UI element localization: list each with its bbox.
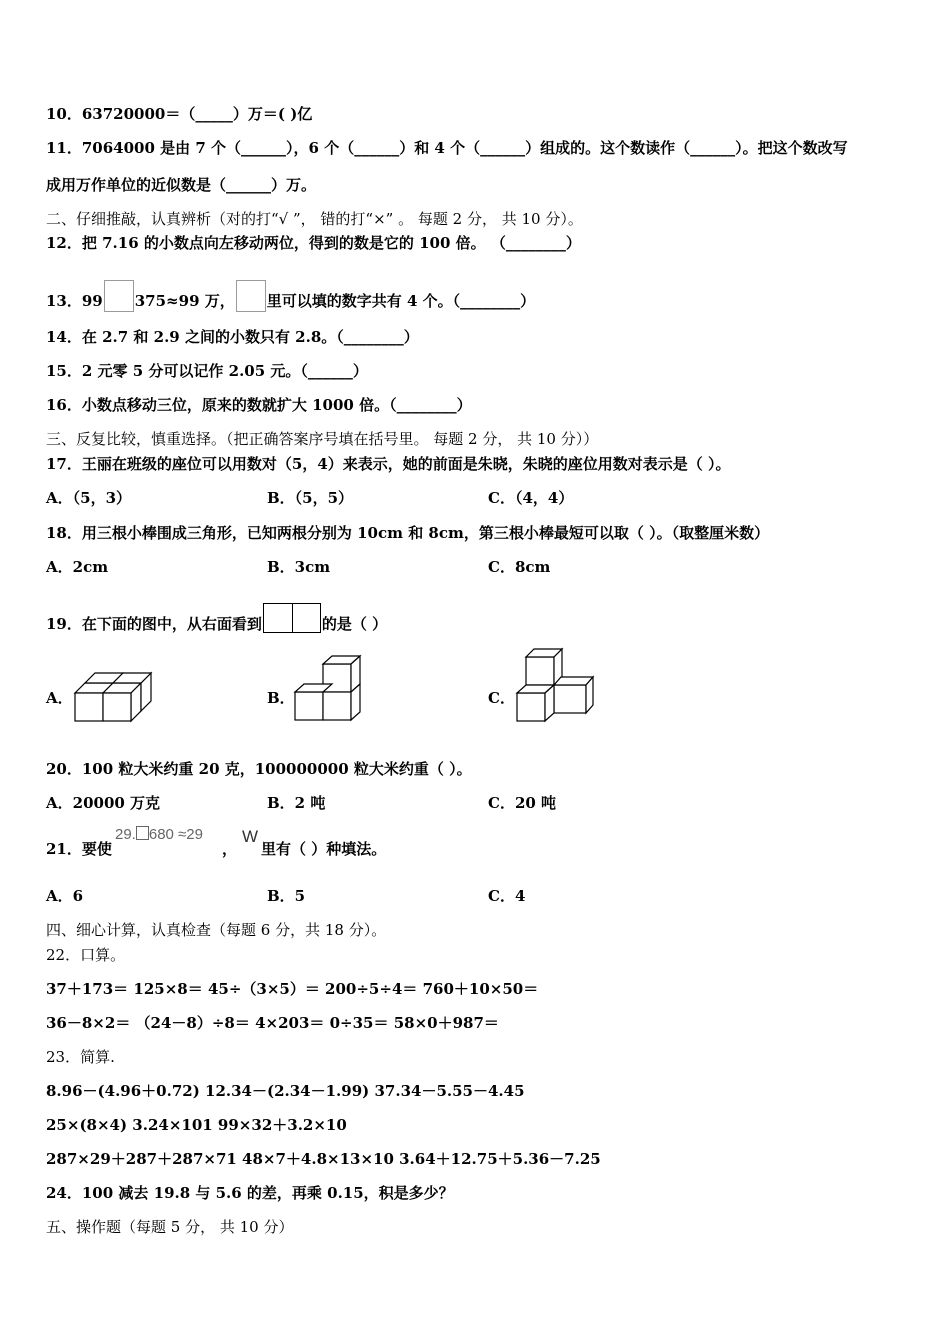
q13-part-a: 13．99 (46, 292, 103, 310)
q21-expression (115, 826, 203, 843)
q20-option-c: C．20 吨 (488, 794, 557, 812)
q20-option-a: A．20000 万克 (46, 794, 161, 812)
q21-w-mark: W (242, 827, 259, 846)
two-square-view-figure (263, 603, 321, 633)
cube-figure-a (72, 670, 154, 726)
q21-expr-left: 29. (115, 826, 136, 843)
q13-part-b: 375≈99 万， (134, 292, 235, 310)
question-20: 20．100 粒大米约重 20 克，100000000 粒大米约重（ ）。 (46, 760, 472, 778)
q17-option-a: A．（5，3） (46, 489, 132, 507)
q23-row-2: 25×(8×4) 3.24×101 99×32＋3.2×10 (46, 1116, 347, 1134)
section-2-heading: 二、仔细推敲，认真辨析（对的打“√ ”， 错的打“×” 。 每题 2 分， 共 10 分）。 (46, 210, 583, 228)
question-15: 15．2 元零 5 分可以记作 2.05 元。（______） (46, 362, 368, 380)
question-17: 17．王丽在班级的座位可以用数对（5，4）来表示，她的前面是朱晓，朱晓的座位用数对表示是（ ）。 (46, 455, 731, 473)
q13-part-c: 里可以填的数字共有 4 个。（________） (266, 292, 536, 310)
q19-part-a: 19．在下面的图中，从右面看到 (46, 615, 262, 633)
q19-option-a: A． (46, 689, 73, 707)
question-24: 24．100 减去 19.8 与 5.6 的差，再乘 0.15，积是多少？ (46, 1184, 454, 1202)
q18-option-b: B．3cm (267, 558, 331, 576)
question-11-line2: 成用万作单位的近似数是（______）万。 (46, 176, 317, 194)
q21-comma: ， (222, 840, 238, 858)
question-16: 16．小数点移动三位，原来的数就扩大 1000 倍。（________） (46, 396, 472, 414)
cube-figure-b (292, 653, 364, 725)
q17-option-c: C．（4，4） (488, 489, 574, 507)
question-19 (46, 603, 387, 634)
question-22: 22．口算。 (46, 946, 126, 964)
question-23: 23．简算. (46, 1048, 115, 1066)
q17-option-b: B．（5，5） (267, 489, 354, 507)
q19-part-b: 的是（ ） (321, 615, 388, 633)
question-18: 18．用三根小棒围成三角形，已知两根分别为 10cm 和 8cm，第三根小棒最短可以取（ ）。（取整厘米数） (46, 524, 770, 542)
question-11-line1: 11．7064000 是由 7 个（______），6 个（______）和 4 个（______）组成的。这个数读作（______）。把这个数改写 (46, 139, 848, 157)
q21-option-b: B．5 (267, 887, 306, 905)
section-4-heading: 四、细心计算，认真检查（每题 6 分，共 18 分）。 (46, 921, 387, 939)
q19-option-b: B． (267, 689, 295, 707)
q21-part-b: 里有（ ）种填法。 (261, 840, 387, 858)
q21-part-a: 21．要使 (46, 840, 112, 858)
q21-option-c: C．4 (488, 887, 526, 905)
question-21 (46, 839, 112, 859)
q22-row-2: 36－8×2＝ （24－8）÷8＝ 4×203＝ 0÷35＝ 58×0＋987＝ (46, 1014, 499, 1032)
q19-option-c: C． (488, 689, 515, 707)
blank-box (136, 826, 149, 840)
q18-option-a: A．2cm (46, 558, 109, 576)
blank-box (236, 280, 266, 312)
question-12: 12．把 7.16 的小数点向左移动两位，得到的数是它的 100 倍。 （________） (46, 234, 581, 252)
q21-option-a: A．6 (46, 887, 84, 905)
q23-row-3: 287×29＋287＋287×71 48×7＋4.8×13×10 3.64＋12.75＋5.36－7.25 (46, 1150, 601, 1168)
q23-row-1: 8.96－(4.96＋0.72) 12.34－(2.34－1.99) 37.34－5.55－4.45 (46, 1082, 525, 1100)
q20-option-b: B．2 吨 (267, 794, 326, 812)
section-3-heading: 三、反复比较，慎重选择。（把正确答案序号填在括号里。 每题 2 分， 共 10 分）） (46, 430, 599, 448)
question-10: 10．63720000＝（_____）万＝( )亿 (46, 105, 313, 123)
question-13 (46, 280, 535, 312)
question-14: 14．在 2.7 和 2.9 之间的小数只有 2.8。（________） (46, 328, 419, 346)
cube-figure-c (514, 644, 596, 726)
q21-expr-right: 680 ≈29 (148, 826, 203, 843)
blank-box (104, 280, 134, 312)
q22-row-1: 37＋173＝ 125×8＝ 45÷（3×5）＝ 200÷5÷4＝ 760＋10×50＝ (46, 980, 539, 998)
section-5-heading: 五、操作题（每题 5 分， 共 10 分） (46, 1218, 294, 1236)
q18-option-c: C．8cm (488, 558, 551, 576)
